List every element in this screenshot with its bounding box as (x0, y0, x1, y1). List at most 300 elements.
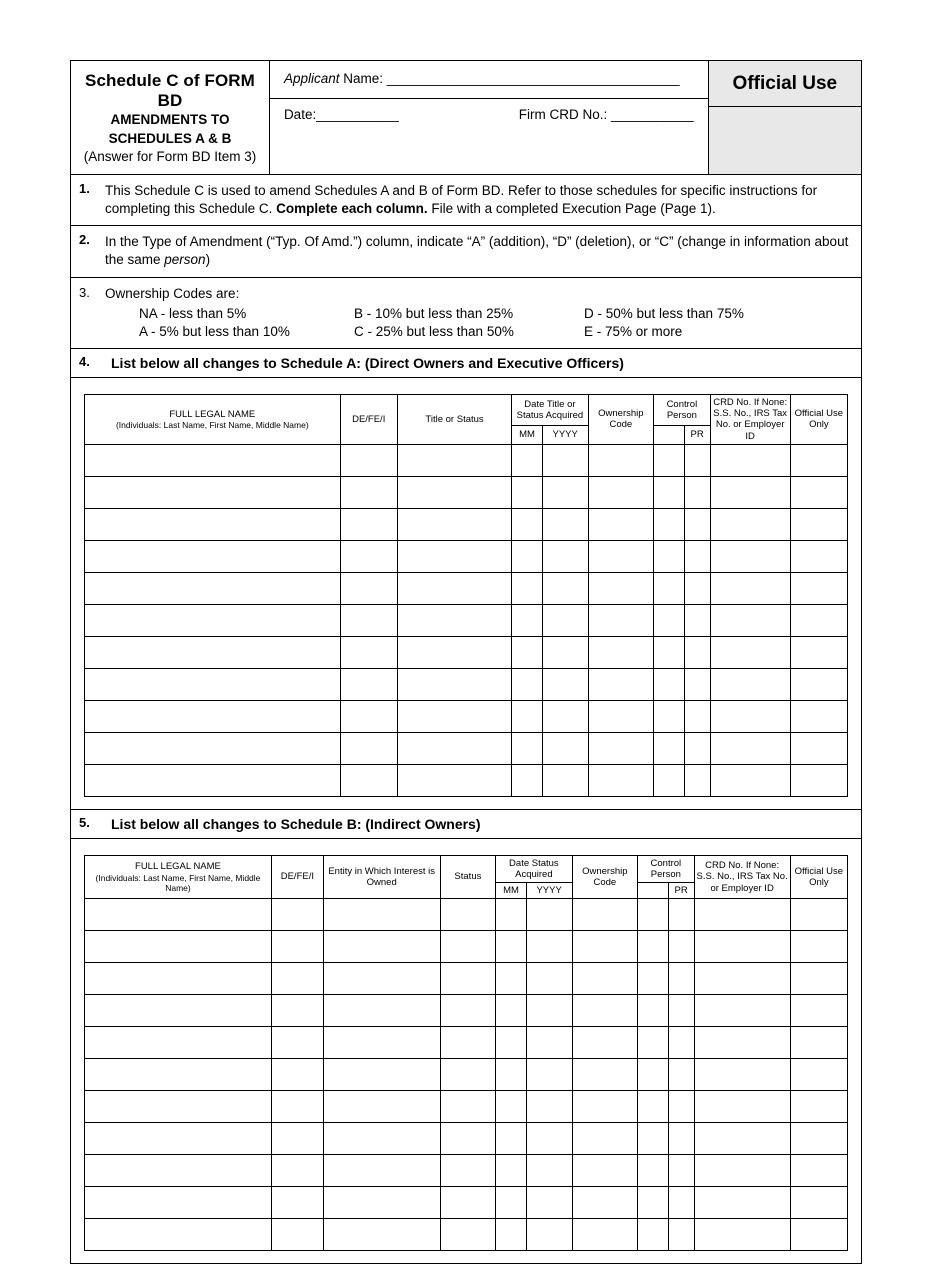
cell-status[interactable] (440, 1187, 496, 1219)
applicant-label-italic: Applicant (283, 71, 340, 86)
cell-title[interactable] (397, 636, 511, 668)
cell-yyyy[interactable] (542, 636, 588, 668)
cell-yyyy[interactable] (526, 931, 572, 963)
cell-title[interactable] (397, 508, 511, 540)
cell-defei[interactable] (340, 668, 397, 700)
header-applicant-block (270, 61, 709, 174)
cell-mm[interactable] (512, 700, 543, 732)
cell-defei[interactable] (271, 1027, 323, 1059)
cell-yyyy[interactable] (526, 963, 572, 995)
cell-pr[interactable] (668, 1091, 694, 1123)
cell-name[interactable] (85, 444, 341, 476)
cell-crd[interactable] (710, 540, 790, 572)
cell-defei[interactable] (271, 1219, 323, 1251)
cell-mm[interactable] (512, 540, 543, 572)
applicant-name-field[interactable] (270, 61, 708, 99)
ownership-code-na: NA - less than 5% (139, 305, 247, 321)
section-5-number: 5. (79, 814, 90, 830)
section-5-header (71, 809, 861, 839)
cell-control[interactable] (638, 931, 669, 963)
cell-name[interactable] (85, 1155, 272, 1187)
cell-name[interactable] (85, 1027, 272, 1059)
cell-title[interactable] (397, 732, 511, 764)
cell-mm[interactable] (496, 963, 527, 995)
cell-yyyy[interactable] (526, 1027, 572, 1059)
cell-ownership[interactable] (572, 963, 638, 995)
cell-official[interactable] (790, 899, 847, 931)
table-row[interactable] (85, 963, 848, 995)
firm-crd-field[interactable]: Firm CRD No.: ___________ (518, 107, 694, 122)
cell-entity[interactable] (323, 1219, 440, 1251)
table-row[interactable] (85, 1155, 848, 1187)
cell-control[interactable] (654, 508, 685, 540)
cell-pr[interactable] (668, 931, 694, 963)
cell-yyyy[interactable] (542, 764, 588, 796)
cell-yyyy[interactable] (526, 1091, 572, 1123)
cell-official[interactable] (790, 1187, 847, 1219)
cell-control[interactable] (638, 1123, 669, 1155)
cell-control[interactable] (654, 700, 685, 732)
col-full-legal-name (85, 855, 272, 899)
cell-control[interactable] (638, 1155, 669, 1187)
cell-mm[interactable] (512, 572, 543, 604)
cell-pr[interactable] (668, 1027, 694, 1059)
cell-ownership[interactable] (588, 572, 654, 604)
col-full-legal-name-main: FULL LEGAL NAME (135, 861, 221, 873)
instruction-2-number: 2. (79, 232, 90, 248)
cell-official[interactable] (790, 604, 847, 636)
cell-ownership[interactable] (572, 931, 638, 963)
cell-entity[interactable] (323, 1187, 440, 1219)
cell-yyyy[interactable] (542, 572, 588, 604)
cell-yyyy[interactable] (542, 604, 588, 636)
col-mm: MM (496, 883, 527, 899)
cell-ownership[interactable] (572, 1219, 638, 1251)
cell-name[interactable] (85, 963, 272, 995)
cell-crd[interactable] (694, 1027, 790, 1059)
cell-defei[interactable] (340, 508, 397, 540)
instruction-2-text-italic: person (164, 252, 206, 268)
cell-status[interactable] (440, 1155, 496, 1187)
cell-ownership[interactable] (588, 540, 654, 572)
cell-official[interactable] (790, 700, 847, 732)
ownership-code-b: B - 10% but less than 25% (354, 305, 514, 321)
cell-official[interactable] (790, 1219, 847, 1251)
col-control-person: Control Person (638, 855, 694, 882)
cell-crd[interactable] (694, 963, 790, 995)
cell-official[interactable] (790, 508, 847, 540)
cell-yyyy[interactable] (526, 899, 572, 931)
table-row[interactable] (85, 1187, 848, 1219)
cell-name[interactable] (85, 1059, 272, 1091)
cell-name[interactable] (85, 668, 341, 700)
cell-control[interactable] (654, 572, 685, 604)
cell-yyyy[interactable] (526, 1123, 572, 1155)
cell-entity[interactable] (323, 1123, 440, 1155)
applicant-label-rest: Name: _______________________________________ (339, 71, 680, 86)
cell-control[interactable] (638, 899, 669, 931)
cell-entity[interactable] (323, 931, 440, 963)
cell-official[interactable] (790, 668, 847, 700)
cell-entity[interactable] (323, 963, 440, 995)
cell-entity[interactable] (323, 1027, 440, 1059)
cell-control[interactable] (638, 1027, 669, 1059)
date-field[interactable]: Date:___________ (283, 107, 399, 122)
cell-ownership[interactable] (572, 1091, 638, 1123)
cell-title[interactable] (397, 572, 511, 604)
cell-yyyy[interactable] (542, 444, 588, 476)
col-full-legal-name-sub: (Individuals: Last Name, First Name, Middle Name) (115, 419, 309, 430)
cell-ownership[interactable] (588, 700, 654, 732)
cell-yyyy[interactable] (542, 668, 588, 700)
cell-pr[interactable] (668, 1123, 694, 1155)
cell-control[interactable] (638, 1219, 669, 1251)
cell-pr[interactable] (684, 508, 710, 540)
cell-crd[interactable] (710, 476, 790, 508)
instruction-2-text-b: ) (205, 252, 211, 268)
cell-defei[interactable] (340, 444, 397, 476)
cell-ownership[interactable] (572, 1059, 638, 1091)
cell-status[interactable] (440, 1059, 496, 1091)
cell-name[interactable] (85, 899, 272, 931)
col-yyyy: YYYY (542, 426, 588, 445)
table-row[interactable] (85, 636, 848, 668)
cell-name[interactable] (85, 540, 341, 572)
cell-control[interactable] (654, 668, 685, 700)
cell-mm[interactable] (512, 668, 543, 700)
cell-defei[interactable] (340, 540, 397, 572)
cell-mm[interactable] (496, 1155, 527, 1187)
cell-pr[interactable] (684, 444, 710, 476)
cell-defei[interactable] (340, 476, 397, 508)
cell-defei[interactable] (340, 764, 397, 796)
cell-pr[interactable] (668, 1219, 694, 1251)
cell-mm[interactable] (512, 636, 543, 668)
col-crd-number: CRD No. If None: S.S. No., IRS Tax No. or Employer ID (710, 394, 790, 444)
cell-pr[interactable] (684, 476, 710, 508)
cell-crd[interactable] (694, 899, 790, 931)
cell-status[interactable] (440, 931, 496, 963)
col-entity-interest-owned: Entity in Which Interest is Owned (323, 855, 440, 899)
table-row[interactable] (85, 572, 848, 604)
cell-ownership[interactable] (588, 444, 654, 476)
cell-crd[interactable] (694, 931, 790, 963)
cell-crd[interactable] (710, 764, 790, 796)
cell-ownership[interactable] (572, 1027, 638, 1059)
cell-pr[interactable] (684, 540, 710, 572)
cell-crd[interactable] (710, 604, 790, 636)
instruction-2-text-a: In the Type of Amendment (“Typ. Of Amd.”) column, indicate “A” (addition), “D” (deletion), or “C” (change in information about the same (105, 234, 849, 268)
cell-mm[interactable] (512, 476, 543, 508)
cell-defei[interactable] (271, 1059, 323, 1091)
cell-crd[interactable] (710, 444, 790, 476)
cell-control[interactable] (638, 1187, 669, 1219)
cell-ownership[interactable] (572, 1123, 638, 1155)
cell-name[interactable] (85, 1219, 272, 1251)
cell-yyyy[interactable] (526, 1187, 572, 1219)
cell-title[interactable] (397, 668, 511, 700)
cell-yyyy[interactable] (542, 700, 588, 732)
table-row[interactable] (85, 899, 848, 931)
col-full-legal-name (85, 394, 341, 444)
cell-mm[interactable] (496, 899, 527, 931)
cell-defei[interactable] (340, 572, 397, 604)
cell-pr[interactable] (668, 995, 694, 1027)
cell-official[interactable] (790, 1123, 847, 1155)
cell-mm[interactable] (512, 508, 543, 540)
cell-mm[interactable] (496, 1219, 527, 1251)
instruction-1-number: 1. (79, 180, 90, 196)
cell-entity[interactable] (323, 995, 440, 1027)
table-row[interactable] (85, 476, 848, 508)
col-full-legal-name-sub: (Individuals: Last Name, First Name, Middle Name) (95, 872, 261, 893)
table-row[interactable] (85, 732, 848, 764)
section-5-title: List below all changes to Schedule B: (Indirect Owners) (111, 815, 481, 832)
cell-official[interactable] (790, 764, 847, 796)
cell-defei[interactable] (340, 636, 397, 668)
cell-mm[interactable] (496, 1059, 527, 1091)
cell-mm[interactable] (496, 1123, 527, 1155)
cell-crd[interactable] (710, 700, 790, 732)
cell-ownership[interactable] (572, 1187, 638, 1219)
table-row[interactable] (85, 668, 848, 700)
cell-control[interactable] (654, 636, 685, 668)
cell-official[interactable] (790, 540, 847, 572)
cell-name[interactable] (85, 931, 272, 963)
col-title-or-status: Title or Status (397, 394, 511, 444)
cell-crd[interactable] (694, 1219, 790, 1251)
cell-control[interactable] (654, 444, 685, 476)
cell-official[interactable] (790, 931, 847, 963)
cell-official[interactable] (790, 1091, 847, 1123)
cell-name[interactable] (85, 1187, 272, 1219)
cell-name[interactable] (85, 995, 272, 1027)
cell-crd[interactable] (694, 1187, 790, 1219)
cell-yyyy[interactable] (526, 1059, 572, 1091)
cell-pr[interactable] (684, 572, 710, 604)
cell-name[interactable] (85, 764, 341, 796)
cell-control[interactable] (638, 1059, 669, 1091)
cell-official[interactable] (790, 995, 847, 1027)
cell-defei[interactable] (340, 604, 397, 636)
cell-mm[interactable] (512, 604, 543, 636)
cell-defei[interactable] (271, 931, 323, 963)
cell-official[interactable] (790, 476, 847, 508)
table-row[interactable] (85, 1219, 848, 1251)
cell-pr[interactable] (668, 1059, 694, 1091)
cell-crd[interactable] (710, 572, 790, 604)
cell-pr[interactable] (668, 899, 694, 931)
cell-control[interactable] (654, 476, 685, 508)
cell-mm[interactable] (512, 764, 543, 796)
cell-mm[interactable] (496, 1027, 527, 1059)
col-official-use-only: Official Use Only (790, 855, 847, 899)
cell-control[interactable] (654, 764, 685, 796)
table-row[interactable] (85, 1027, 848, 1059)
cell-yyyy[interactable] (542, 508, 588, 540)
col-crd-number: CRD No. If None: S.S. No., IRS Tax No. or Employer ID (694, 855, 790, 899)
cell-defei[interactable] (271, 1187, 323, 1219)
cell-crd[interactable] (694, 995, 790, 1027)
cell-defei[interactable] (271, 899, 323, 931)
table-row[interactable] (85, 764, 848, 796)
cell-yyyy[interactable] (542, 476, 588, 508)
cell-ownership[interactable] (588, 764, 654, 796)
cell-pr[interactable] (684, 700, 710, 732)
cell-entity[interactable] (323, 1059, 440, 1091)
cell-mm[interactable] (496, 931, 527, 963)
cell-mm[interactable] (496, 1091, 527, 1123)
cell-ownership[interactable] (588, 604, 654, 636)
cell-name[interactable] (85, 604, 341, 636)
cell-defei[interactable] (271, 963, 323, 995)
cell-name[interactable] (85, 700, 341, 732)
cell-official[interactable] (790, 1059, 847, 1091)
cell-crd[interactable] (694, 1091, 790, 1123)
cell-yyyy[interactable] (542, 540, 588, 572)
table-row[interactable] (85, 540, 848, 572)
cell-entity[interactable] (323, 899, 440, 931)
official-use-area[interactable] (709, 107, 861, 174)
schedule-b-top-spacer (84, 839, 848, 855)
cell-title[interactable] (397, 476, 511, 508)
cell-crd[interactable] (694, 1123, 790, 1155)
form-header (71, 61, 861, 175)
table-row[interactable] (85, 444, 848, 476)
cell-official[interactable] (790, 636, 847, 668)
cell-crd[interactable] (710, 732, 790, 764)
cell-ownership[interactable] (588, 636, 654, 668)
cell-name[interactable] (85, 636, 341, 668)
ownership-codes-grid (105, 305, 851, 341)
table-row[interactable] (85, 604, 848, 636)
schedule-a-top-spacer (84, 378, 848, 394)
cell-pr[interactable] (668, 1155, 694, 1187)
cell-entity[interactable] (323, 1091, 440, 1123)
instruction-1 (71, 175, 861, 226)
cell-pr[interactable] (684, 604, 710, 636)
cell-crd[interactable] (710, 636, 790, 668)
cell-official[interactable] (790, 444, 847, 476)
cell-ownership[interactable] (588, 508, 654, 540)
col-control-blank (638, 883, 669, 899)
cell-entity[interactable] (323, 1155, 440, 1187)
cell-pr[interactable] (668, 963, 694, 995)
cell-pr[interactable] (684, 732, 710, 764)
schedule-a-body (85, 444, 848, 796)
cell-mm[interactable] (512, 732, 543, 764)
cell-title[interactable] (397, 604, 511, 636)
cell-name[interactable] (85, 1123, 272, 1155)
cell-pr[interactable] (684, 636, 710, 668)
cell-ownership[interactable] (588, 476, 654, 508)
cell-crd[interactable] (694, 1155, 790, 1187)
cell-defei[interactable] (271, 1155, 323, 1187)
cell-control[interactable] (638, 963, 669, 995)
cell-yyyy[interactable] (526, 995, 572, 1027)
cell-crd[interactable] (694, 1059, 790, 1091)
cell-mm[interactable] (512, 444, 543, 476)
cell-name[interactable] (85, 572, 341, 604)
cell-status[interactable] (440, 963, 496, 995)
cell-crd[interactable] (710, 508, 790, 540)
cell-defei[interactable] (271, 1091, 323, 1123)
section-4-number: 4. (79, 353, 90, 369)
instruction-2 (71, 226, 861, 277)
cell-status[interactable] (440, 1027, 496, 1059)
cell-ownership[interactable] (572, 995, 638, 1027)
cell-title[interactable] (397, 700, 511, 732)
cell-pr[interactable] (668, 1187, 694, 1219)
cell-pr[interactable] (684, 764, 710, 796)
cell-mm[interactable] (496, 995, 527, 1027)
cell-official[interactable] (790, 1155, 847, 1187)
cell-official[interactable] (790, 572, 847, 604)
cell-status[interactable] (440, 1219, 496, 1251)
table-row[interactable] (85, 931, 848, 963)
cell-defei[interactable] (271, 1123, 323, 1155)
cell-pr[interactable] (684, 668, 710, 700)
cell-official[interactable] (790, 1027, 847, 1059)
cell-defei[interactable] (271, 995, 323, 1027)
ownership-code-a: A - 5% but less than 10% (139, 324, 290, 340)
cell-ownership[interactable] (588, 668, 654, 700)
cell-name[interactable] (85, 476, 341, 508)
cell-title[interactable] (397, 540, 511, 572)
col-ownership-code: Ownership Code (572, 855, 638, 899)
table-row[interactable] (85, 995, 848, 1027)
table-row[interactable] (85, 1091, 848, 1123)
ownership-code-d: D - 50% but less than 75% (584, 305, 744, 321)
cell-name[interactable] (85, 508, 341, 540)
cell-status[interactable] (440, 1091, 496, 1123)
form-subtitle-2: SCHEDULES A & B (108, 130, 232, 146)
cell-official[interactable] (790, 732, 847, 764)
cell-control[interactable] (654, 540, 685, 572)
cell-defei[interactable] (340, 732, 397, 764)
cell-name[interactable] (85, 732, 341, 764)
cell-control[interactable] (638, 995, 669, 1027)
cell-control[interactable] (638, 1091, 669, 1123)
cell-yyyy[interactable] (542, 732, 588, 764)
cell-ownership[interactable] (572, 1155, 638, 1187)
cell-defei[interactable] (340, 700, 397, 732)
cell-control[interactable] (654, 604, 685, 636)
cell-official[interactable] (790, 963, 847, 995)
cell-status[interactable] (440, 899, 496, 931)
schedule-b-table-wrap (71, 839, 861, 1264)
cell-yyyy[interactable] (526, 1219, 572, 1251)
cell-yyyy[interactable] (526, 1155, 572, 1187)
table-row[interactable] (85, 700, 848, 732)
cell-title[interactable] (397, 764, 511, 796)
col-pr: PR (668, 883, 694, 899)
cell-name[interactable] (85, 1091, 272, 1123)
table-row[interactable] (85, 508, 848, 540)
cell-title[interactable] (397, 444, 511, 476)
table-row[interactable] (85, 1123, 848, 1155)
cell-control[interactable] (654, 732, 685, 764)
cell-ownership[interactable] (572, 899, 638, 931)
cell-status[interactable] (440, 995, 496, 1027)
cell-crd[interactable] (710, 668, 790, 700)
schedule-b-bottom-spacer (84, 1251, 848, 1263)
cell-ownership[interactable] (588, 732, 654, 764)
cell-status[interactable] (440, 1123, 496, 1155)
col-pr: PR (684, 426, 710, 445)
cell-mm[interactable] (496, 1187, 527, 1219)
table-row[interactable] (85, 1059, 848, 1091)
